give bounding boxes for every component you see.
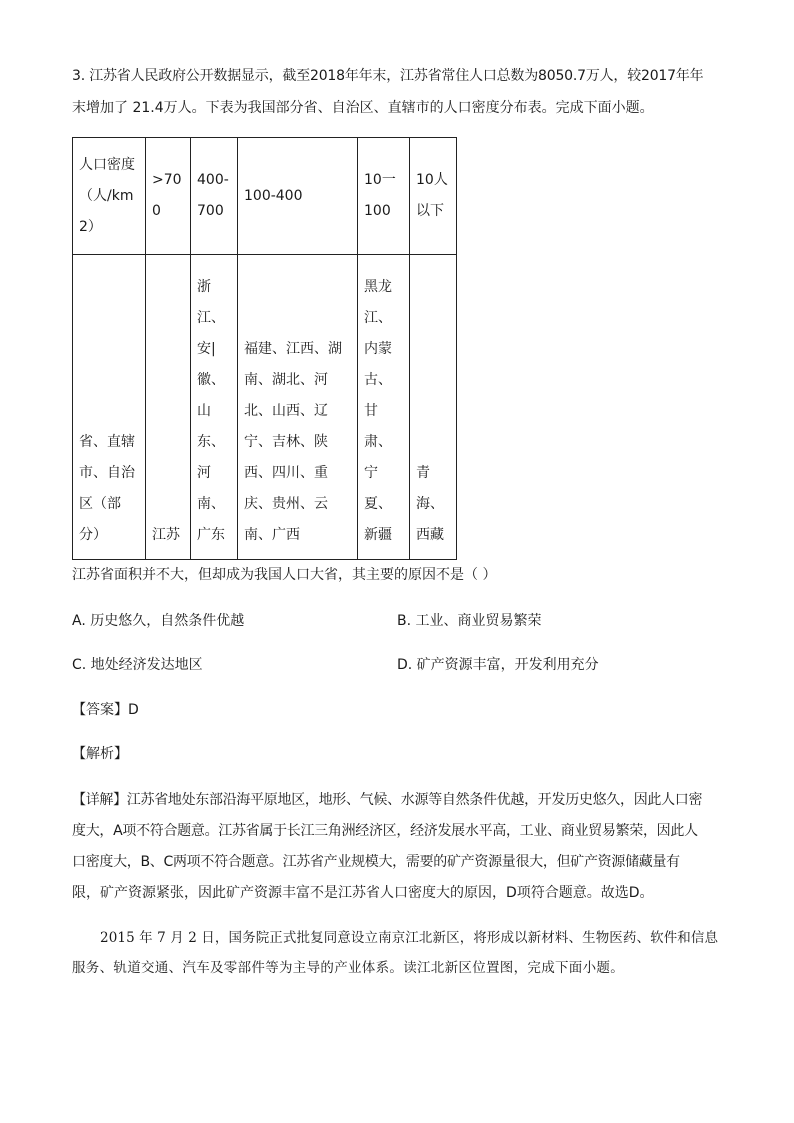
next-passage-line-2: 服务、轨道交通、汽车及零部件等为主导的产业体系。读江北新区位置图，完成下面小题。 bbox=[72, 960, 624, 976]
row-label-cell: 省、直辖市、自治区（部分） bbox=[73, 255, 146, 560]
option-d: D. 矿产资源丰富，开发利用充分 bbox=[397, 657, 599, 673]
question-line-1: 3. 江苏省人民政府公开数据显示，截至2018年年末，江苏省常住人口总数为8050.7万人，较2017年年 bbox=[72, 68, 704, 84]
detail-line-3: 口密度大，B、C两项不符合题意。江苏省产业规模大，需要的矿产资源量很大，但矿产资源储藏量有 bbox=[72, 854, 680, 870]
header-col-100-400: 100-400 bbox=[238, 138, 358, 255]
question-line-2: 末增加了 21.4万人。下表为我国部分省、自治区、直辖市的人口密度分布表。完成下面小题。 bbox=[72, 100, 654, 116]
analysis-label: 【解析】 bbox=[72, 746, 128, 762]
answer: 【答案】D bbox=[72, 702, 139, 718]
cell-gt700: 江苏 bbox=[146, 255, 191, 560]
header-col-400-700: 400-700 bbox=[191, 138, 238, 255]
sub-question: 江苏省面积并不大，但却成为我国人口大省，其主要的原因不是（ ） bbox=[72, 567, 497, 583]
option-c: C. 地处经济发达地区 bbox=[72, 657, 203, 673]
header-col-lt10: 10人以下 bbox=[410, 138, 457, 255]
option-a: A. 历史悠久，自然条件优越 bbox=[72, 613, 245, 629]
population-density-table bbox=[72, 137, 457, 560]
detail-line-4: 限，矿产资源紧张，因此矿产资源丰富不是江苏省人口密度大的原因，D项符合题意。故选D。 bbox=[72, 885, 654, 901]
cell-lt10: 青海、西藏 bbox=[410, 255, 457, 560]
cell-100-400: 福建、江西、湖南、湖北、河北、山西、辽宁、吉林、陕西、四川、重庆、贵州、云南、广西 bbox=[238, 255, 358, 560]
cell-400-700: 浙江、安|徽、山东、河南、广东 bbox=[191, 255, 238, 560]
option-b: B. 工业、商业贸易繁荣 bbox=[397, 613, 542, 629]
detail-line-1: 【详解】江苏省地处东部沿海平原地区，地形、气候、水源等自然条件优越，开发历史悠久，因此人口密 bbox=[72, 792, 703, 808]
header-col-10-100: 10一100 bbox=[358, 138, 410, 255]
header-label-cell: 人口密度（人/km2） bbox=[73, 138, 146, 255]
table-header-row bbox=[73, 138, 457, 255]
detail-line-2: 度大，A项不符合题意。江苏省属于长江三角洲经济区，经济发展水平高，工业、商业贸易繁荣，因此人 bbox=[72, 823, 698, 839]
cell-10-100: 黑龙江、内蒙古、甘肃、宁夏、新疆 bbox=[358, 255, 410, 560]
header-col-gt700: >700 bbox=[146, 138, 191, 255]
table-data-row bbox=[73, 255, 457, 560]
next-passage-line-1: 2015 年 7 月 2 日，国务院正式批复同意设立南京江北新区，将形成以新材料、生物医药、软件和信息 bbox=[100, 930, 719, 946]
